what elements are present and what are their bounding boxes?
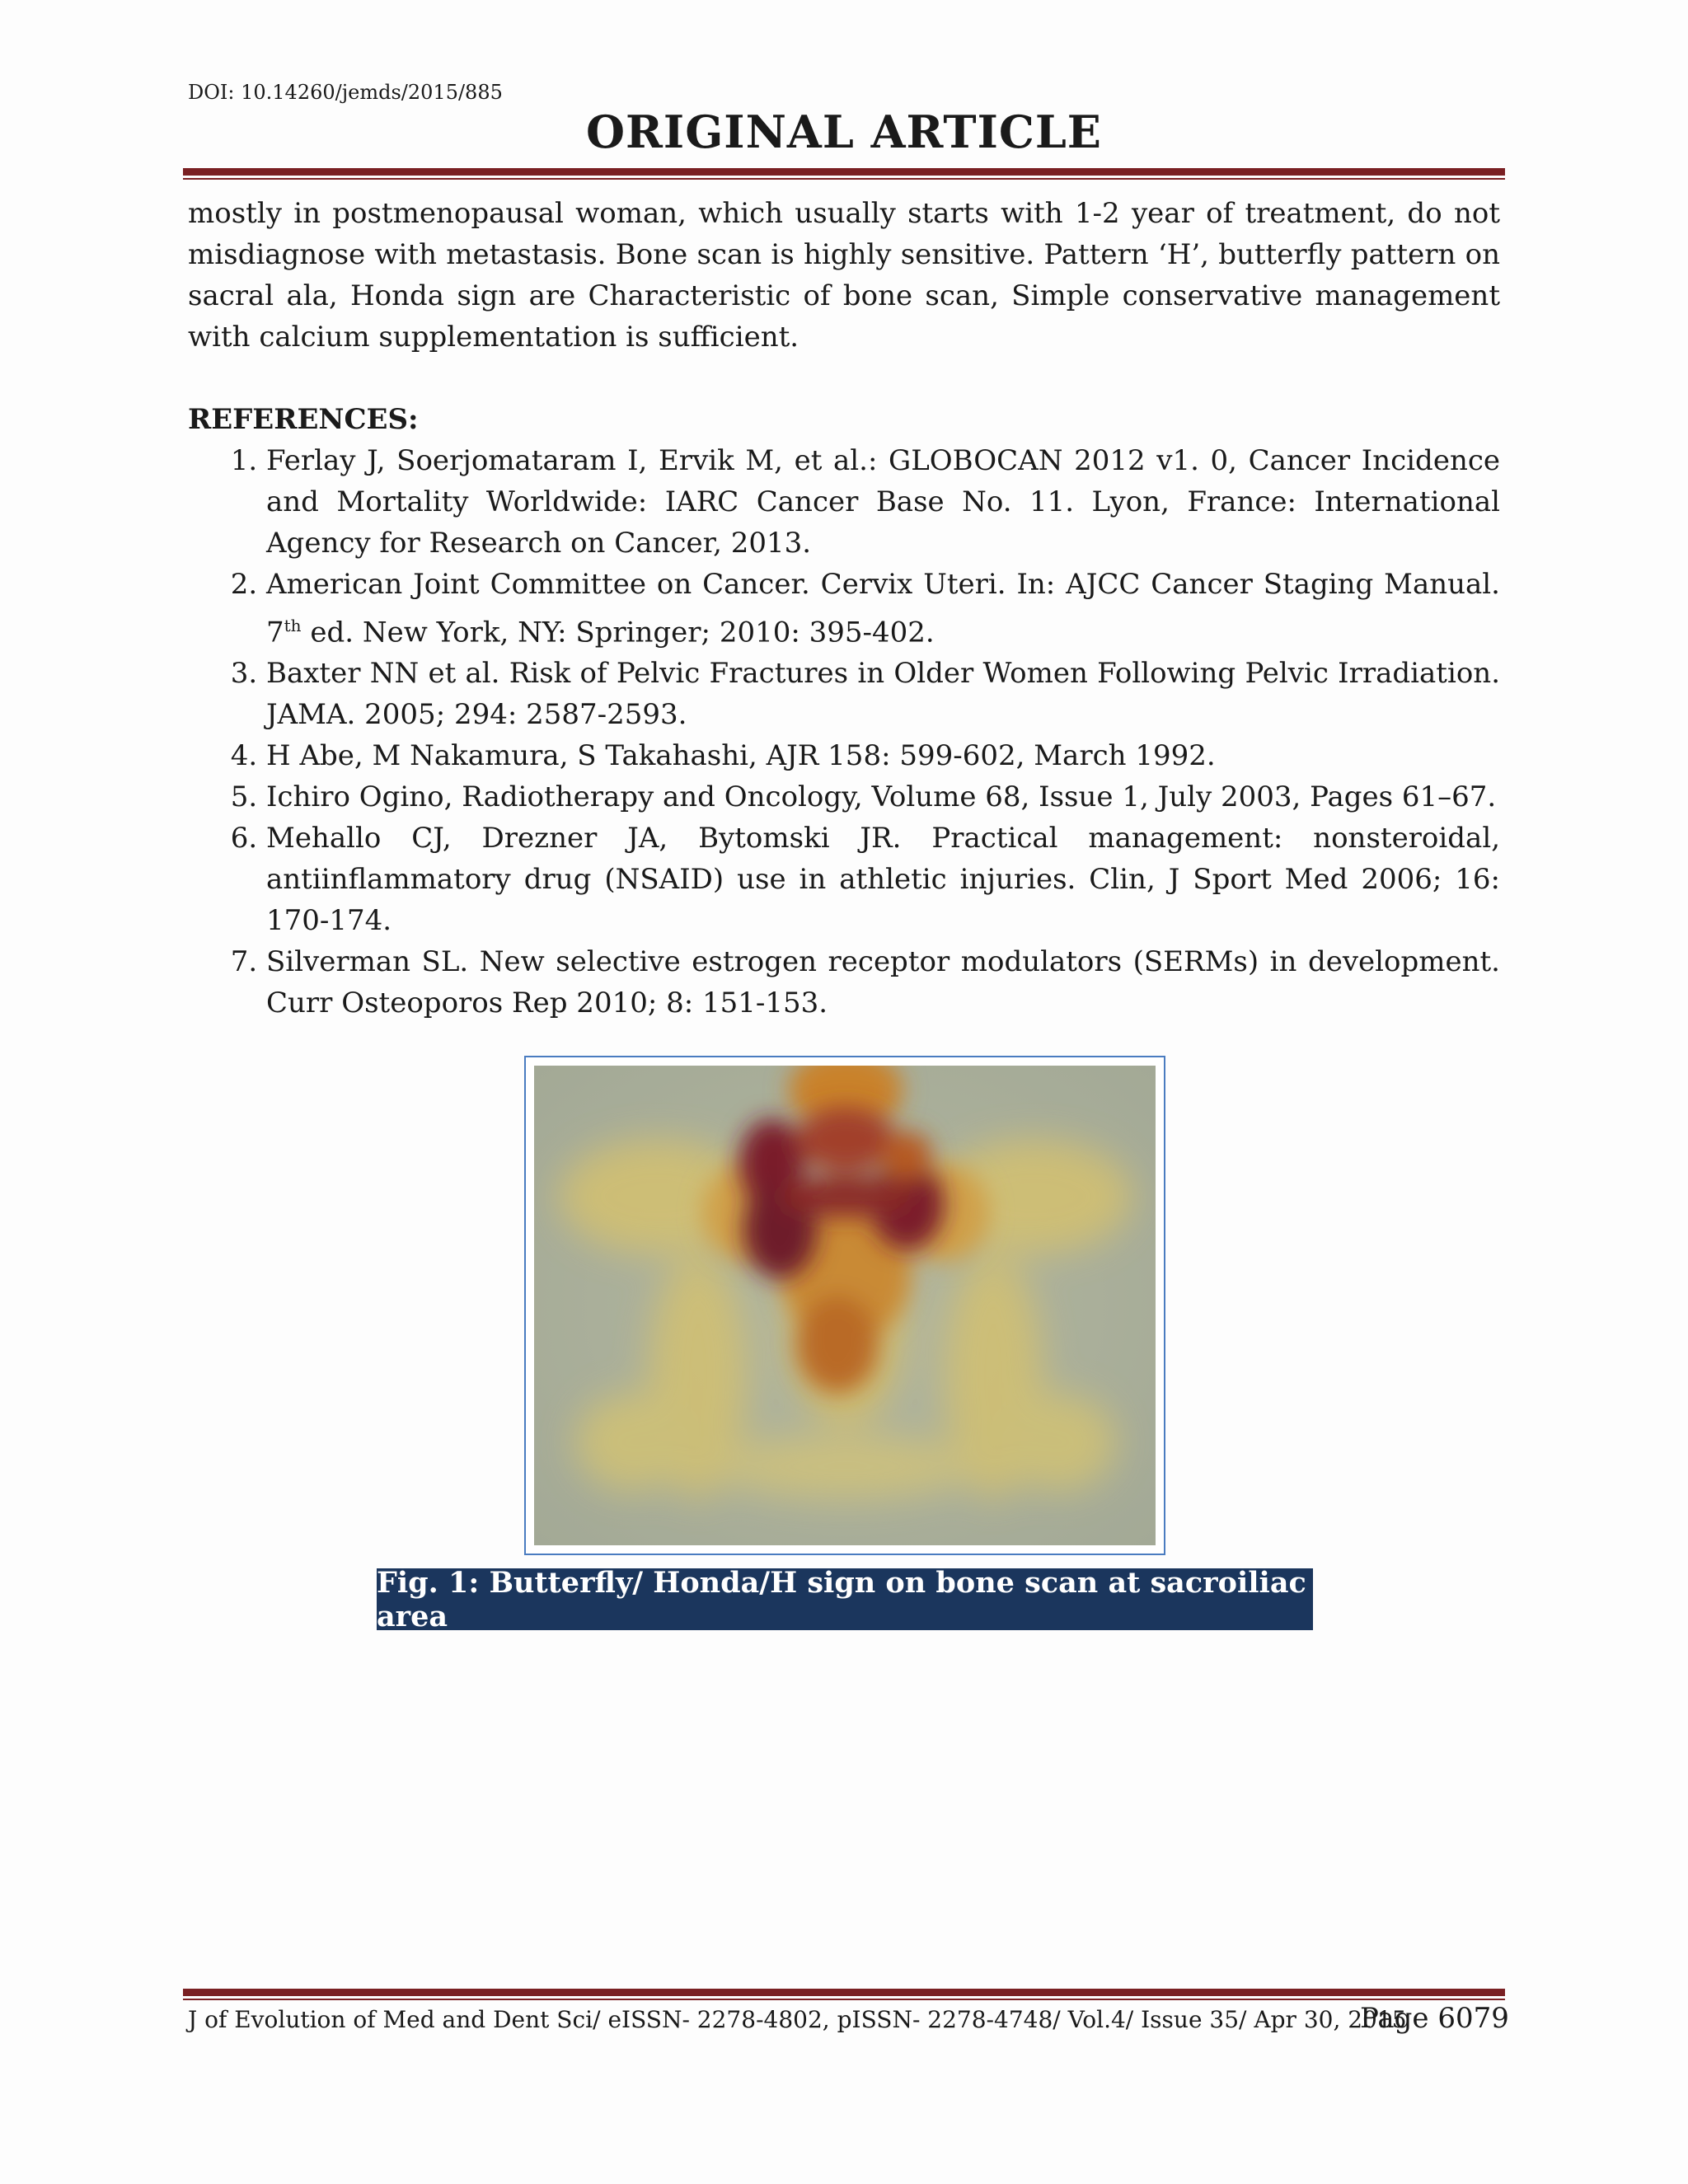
reference-item: 6. Mehallo CJ, Drezner JA, Bytomski JR. Practical management: nonsteroidal, antiinflammatory drug (NSAID) use in athletic injuries. Clin, J Sport Med 2006; 16: 170-174. xyxy=(266,818,1500,941)
reference-item: 1. Ferlay J, Soerjomataram I, Ervik M, et al.: GLOBOCAN 2012 v1. 0, Cancer Incidence and Mortality Worldwide: IARC Cancer Base No. 11. Lyon, France: International Agency for Research on Cancer, 2013. xyxy=(266,440,1500,564)
page-number: Page 6079 xyxy=(1360,2002,1509,2035)
reference-item: 7. Silverman SL. New selective estrogen receptor modulators (SERMs) in development. Curr Osteoporos Rep 2010; 8: 151-153. xyxy=(266,941,1500,1024)
figure-caption: Fig. 1: Butterfly/ Honda/H sign on bone scan at sacroiliac area xyxy=(377,1568,1313,1630)
doi: DOI: 10.14260/jemds/2015/885 xyxy=(188,81,503,104)
main-content xyxy=(188,193,1500,1024)
footer-rule xyxy=(183,1989,1505,2000)
bone-scan-image xyxy=(534,1066,1156,1545)
references-list xyxy=(188,440,1500,1024)
header-rule xyxy=(183,168,1505,180)
reference-item: 3. Baxter NN et al. Risk of Pelvic Fractures in Older Women Following Pelvic Irradiation. JAMA. 2005; 294: 2587-2593. xyxy=(266,653,1500,735)
reference-item: 5. Ichiro Ogino, Radiotherapy and Oncology, Volume 68, Issue 1, July 2003, Pages 61–67. xyxy=(266,776,1500,818)
footer-journal: J of Evolution of Med and Dent Sci/ eISSN- 2278-4802, pISSN- 2278-4748/ Vol.4/ Issue 35/ Apr 30, 2015 xyxy=(188,2006,1407,2033)
reference-item: 4. H Abe, M Nakamura, S Takahashi, AJR 158: 599-602, March 1992. xyxy=(266,735,1500,776)
figure-frame xyxy=(524,1056,1165,1555)
reference-item: 2. American Joint Committee on Cancer. Cervix Uteri. In: AJCC Cancer Staging Manual. 7th ed. New York, NY: Springer; 2010: 395-402. xyxy=(266,564,1500,653)
article-type-heading: ORIGINAL ARTICLE xyxy=(586,105,1102,158)
references-heading: REFERENCES: xyxy=(188,403,419,436)
body-paragraph: mostly in postmenopausal woman, which usually starts with 1-2 year of treatment, do not misdiagnose with metastasis. Bone scan is highly sensitive. Pattern ‘H’, butterfly pattern on sacral ala, Honda sign are Characteristic of bone scan, Simple conservative management with calcium supplementation is sufficient. xyxy=(188,197,1500,354)
